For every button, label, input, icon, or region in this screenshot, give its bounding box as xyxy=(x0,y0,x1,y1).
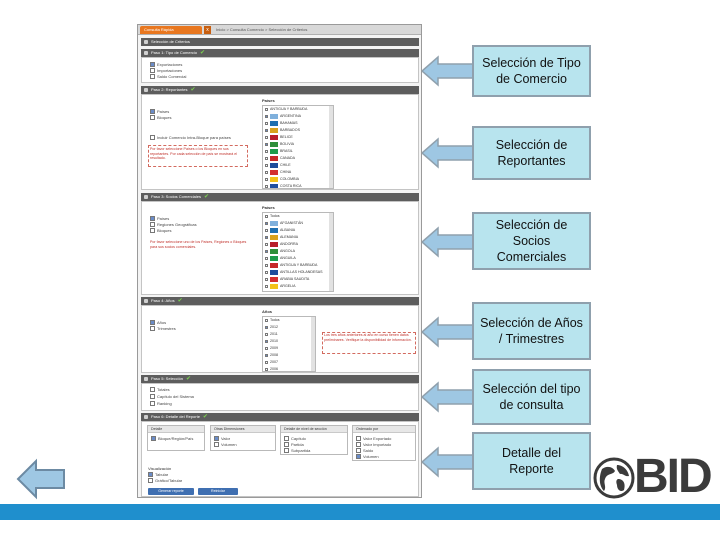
checkbox[interactable] xyxy=(265,264,268,267)
flag-icon xyxy=(270,184,278,189)
scrollbar[interactable] xyxy=(311,317,315,371)
list-item-label: ALEMANIA xyxy=(280,235,299,239)
checkbox[interactable] xyxy=(265,185,268,188)
list-item-label: ANTIGUA Y BARBUDA xyxy=(270,107,308,111)
list-item[interactable] xyxy=(263,120,333,127)
bottom-bar xyxy=(0,504,720,520)
close-icon[interactable]: x xyxy=(204,26,211,34)
list-item[interactable] xyxy=(263,106,333,113)
callout-trade-type: Selección de Tipo de Comercio xyxy=(472,45,591,97)
breadcrumb: Inicio > Consulta Comercio > Selección de Criterios xyxy=(216,27,308,32)
flag-icon xyxy=(270,170,278,175)
callout-reporters: Selección de Reportantes xyxy=(472,126,591,180)
option-countries[interactable]: Países xyxy=(150,109,169,114)
list-item[interactable] xyxy=(263,234,333,241)
checkbox[interactable] xyxy=(265,150,268,153)
list-item-label: COSTA RICA xyxy=(280,184,302,188)
flag-icon xyxy=(270,114,278,119)
step5-panel xyxy=(141,383,419,411)
option-years[interactable]: Años xyxy=(150,320,166,325)
list-item[interactable] xyxy=(263,134,333,141)
checkbox[interactable] xyxy=(265,340,268,343)
list-item-label: ALBANIA xyxy=(280,228,296,232)
flag-icon xyxy=(270,121,278,126)
checkbox[interactable] xyxy=(265,143,268,146)
list-item-label: COLOMBIA xyxy=(280,177,299,181)
tab-quick-query[interactable]: Consulta Rápida xyxy=(140,26,202,34)
checkbox[interactable] xyxy=(265,243,268,246)
list-item[interactable] xyxy=(263,345,315,352)
flag-icon xyxy=(270,235,278,240)
list-item[interactable] xyxy=(263,331,315,338)
checkbox[interactable] xyxy=(265,178,268,181)
checkbox[interactable] xyxy=(265,354,268,357)
list-item-label: BELICE xyxy=(280,135,293,139)
collapse-icon[interactable] xyxy=(144,415,148,419)
step3-panel xyxy=(141,201,419,295)
list-item-label: 2010 xyxy=(270,339,278,343)
left-arrow-icon xyxy=(422,316,474,348)
dimensions-head: Otras Dimensiones xyxy=(211,426,275,433)
order-head: Ordenado por xyxy=(353,426,415,433)
checkbox[interactable] xyxy=(265,347,268,350)
option-exports[interactable]: Exportaciones xyxy=(150,62,182,67)
list-item[interactable] xyxy=(263,262,333,269)
list-item[interactable] xyxy=(263,338,315,345)
list-item[interactable] xyxy=(263,324,315,331)
left-arrow-icon xyxy=(422,381,474,413)
reset-button[interactable]: Reiniciar xyxy=(198,488,238,495)
checkbox[interactable] xyxy=(265,136,268,139)
check-icon: ✔ xyxy=(202,414,208,420)
visualize-label: Visualización xyxy=(148,466,172,471)
reporter-list-head: Países xyxy=(262,98,275,103)
checkbox[interactable] xyxy=(265,326,268,329)
reporter-warning: Por favor seleccione Países o los Bloques en sus reportantes. Por cada selección de país se mostrará el resultado. xyxy=(150,147,238,161)
order-volume[interactable]: Volumen xyxy=(356,454,379,459)
check-icon: ✔ xyxy=(186,376,192,382)
list-item[interactable] xyxy=(263,169,333,176)
flag-icon xyxy=(270,270,278,275)
step3-title: Paso 3: Socios Comerciales xyxy=(151,194,202,199)
back-arrow-button[interactable] xyxy=(16,458,66,500)
option-chapter[interactable]: Capítulo del Sistema xyxy=(150,394,194,399)
criteria-header xyxy=(141,38,419,46)
checkbox[interactable] xyxy=(265,229,268,232)
option-regions[interactable]: Regiones Geográficas xyxy=(150,222,197,227)
option-totals[interactable]: Totales xyxy=(150,387,170,392)
list-item-label: 2007 xyxy=(270,360,278,364)
step6-title: Paso 6: Detalle del Reporte xyxy=(151,414,200,419)
step4-header[interactable] xyxy=(141,297,419,305)
list-item-label: ANGOLA xyxy=(280,249,295,253)
bid-logo: BID xyxy=(634,450,711,503)
list-item-label: BAHAMAS xyxy=(280,121,298,125)
list-item-label: 2009 xyxy=(270,346,278,350)
list-item-label: 2006 xyxy=(270,367,278,371)
option-blocks[interactable]: Bloques xyxy=(150,115,171,120)
list-item-label: CANADA xyxy=(280,156,295,160)
visualize-chart[interactable]: Gráfico/Tabular xyxy=(148,478,182,483)
left-arrow-icon xyxy=(422,55,474,87)
level-heading[interactable]: Partida xyxy=(284,442,304,447)
step5-header[interactable] xyxy=(141,375,419,383)
list-item-label: BRASIL xyxy=(280,149,293,153)
checkbox[interactable] xyxy=(265,333,268,336)
checkbox[interactable] xyxy=(265,122,268,125)
list-item-label: 2012 xyxy=(270,325,278,329)
list-item-label: ANGUILA xyxy=(280,256,296,260)
checkbox[interactable] xyxy=(265,319,268,322)
reporter-list[interactable] xyxy=(262,105,334,189)
dimension-value[interactable]: Valor xyxy=(214,436,230,441)
callout-years: Selección de Años / Trimestres xyxy=(472,302,591,360)
section-level-box xyxy=(280,425,348,455)
list-item-label: BOLIVIA xyxy=(280,142,294,146)
flag-icon xyxy=(270,163,278,168)
dimension-volume[interactable]: Volumen xyxy=(214,442,237,447)
list-item-label: CHINA xyxy=(280,170,292,174)
flag-icon xyxy=(270,149,278,154)
checkbox[interactable] xyxy=(265,222,268,225)
list-item[interactable] xyxy=(263,176,333,183)
list-item[interactable] xyxy=(263,283,333,290)
order-balance[interactable]: Saldo xyxy=(356,448,373,453)
tab-bar xyxy=(138,25,421,35)
list-item-label: ARGELIA xyxy=(280,284,296,288)
list-item[interactable] xyxy=(263,148,333,155)
collapse-icon[interactable] xyxy=(144,88,148,92)
callout-partners: Selección de Socios Comerciales xyxy=(472,212,591,270)
collapse-icon[interactable] xyxy=(144,377,148,381)
dimensions-box xyxy=(210,425,276,451)
checkbox[interactable] xyxy=(265,215,268,218)
order-imports[interactable]: Valor Importado xyxy=(356,442,391,447)
section-level-head: Detalle de nivel de sección xyxy=(281,426,347,433)
checkbox[interactable] xyxy=(265,250,268,253)
flag-icon xyxy=(270,277,278,282)
left-arrow-icon xyxy=(422,137,474,169)
partner-list-head: Países xyxy=(262,205,275,210)
flag-icon xyxy=(270,256,278,261)
callout-query-type: Selección del tipo de consulta xyxy=(472,369,591,425)
list-item[interactable] xyxy=(263,141,333,148)
list-item[interactable] xyxy=(263,113,333,120)
detail-option[interactable]: Bloque/Región/País xyxy=(151,436,193,441)
list-item-label: ARGENTINA xyxy=(280,114,301,118)
checkbox[interactable] xyxy=(265,361,268,364)
step4-panel xyxy=(141,305,419,373)
left-arrow-icon xyxy=(422,226,474,258)
checkbox[interactable] xyxy=(265,368,268,371)
option-quarters[interactable]: Trimestres xyxy=(150,326,176,331)
flag-icon xyxy=(270,177,278,182)
list-item-label: ANTILLAS HOLANDESAS xyxy=(280,270,323,274)
check-icon: ✔ xyxy=(177,298,183,304)
check-icon: ✔ xyxy=(190,87,196,93)
list-item[interactable] xyxy=(263,359,315,366)
list-item-label: AFGANISTÁN xyxy=(280,221,303,225)
years-list[interactable] xyxy=(262,316,316,372)
list-item[interactable] xyxy=(263,269,333,276)
checkbox[interactable] xyxy=(265,285,268,288)
flag-icon xyxy=(270,263,278,268)
list-item-label: ANDORRA xyxy=(280,242,298,246)
check-icon: ✔ xyxy=(204,194,210,200)
detail-head: Detalle xyxy=(148,426,204,433)
checkbox[interactable] xyxy=(265,257,268,260)
step1-panel xyxy=(141,57,419,83)
collapse-icon[interactable] xyxy=(144,195,148,199)
step1-header[interactable] xyxy=(141,49,419,57)
collapse-icon[interactable] xyxy=(144,51,148,55)
list-item[interactable] xyxy=(263,352,315,359)
step6-panel xyxy=(141,421,419,497)
callout-report-detail: Detalle del Reporte xyxy=(472,432,591,490)
checkbox[interactable] xyxy=(265,115,268,118)
globe-icon xyxy=(593,457,635,499)
step2-panel xyxy=(141,94,419,190)
partner-list[interactable] xyxy=(262,212,334,292)
query-screenshot xyxy=(137,24,422,498)
checkbox[interactable] xyxy=(265,236,268,239)
list-item[interactable] xyxy=(263,127,333,134)
flag-icon xyxy=(270,249,278,254)
order-box xyxy=(352,425,416,461)
flag-icon xyxy=(270,142,278,147)
order-exports[interactable]: Valor Exportado xyxy=(356,436,391,441)
checkbox[interactable] xyxy=(265,164,268,167)
check-icon: ✔ xyxy=(200,50,206,56)
list-item[interactable] xyxy=(263,366,315,372)
scrollbar[interactable] xyxy=(329,106,333,188)
flag-icon xyxy=(270,228,278,233)
list-item[interactable] xyxy=(263,255,333,262)
step5-title: Paso 5: Selección xyxy=(151,376,184,381)
left-arrow-icon xyxy=(18,461,64,497)
list-item-label: BARBADOS xyxy=(280,128,300,132)
list-item[interactable] xyxy=(263,248,333,255)
detail-box xyxy=(147,425,205,451)
flag-icon xyxy=(270,135,278,140)
list-item-label: 2011 xyxy=(270,332,278,336)
collapse-icon[interactable] xyxy=(144,299,148,303)
list-item-label: 2008 xyxy=(270,353,278,357)
checkbox[interactable] xyxy=(265,129,268,132)
criteria-title: Selección de Criterios xyxy=(151,39,190,44)
option-imports[interactable]: Importaciones xyxy=(150,68,182,73)
flag-icon xyxy=(270,242,278,247)
visualize-tabular[interactable]: Tabular xyxy=(148,472,168,477)
step6-header[interactable] xyxy=(141,413,419,421)
list-item-label: ANTIGUA Y BARBUDA xyxy=(280,263,318,267)
years-warning: Los tres años anteriores al año en curso tienen datos preliminares. Verifique la disponibilidad de información. xyxy=(324,333,412,342)
partner-warning: Por favor seleccione uno de los Países, Regiones o Bloques para sus socios comerciales. xyxy=(150,240,247,249)
option-partner-blocks[interactable]: Bloques xyxy=(150,228,171,233)
flag-icon xyxy=(270,221,278,226)
checkbox[interactable] xyxy=(265,278,268,281)
list-item-label: Todos xyxy=(270,214,280,218)
step4-title: Paso 4: Años xyxy=(151,298,175,303)
years-list-head: Años xyxy=(262,309,272,314)
checkbox[interactable] xyxy=(265,157,268,160)
option-ranking[interactable]: Ranking xyxy=(150,401,172,406)
level-subheading[interactable]: Subpartida xyxy=(284,448,310,453)
option-balance[interactable]: Saldo Comercial xyxy=(150,74,186,79)
step3-header[interactable] xyxy=(141,193,419,201)
list-item-label: ARABIA SAUDITA xyxy=(280,277,310,281)
left-arrow-icon xyxy=(422,446,474,478)
list-item-label: Todos xyxy=(270,318,280,322)
list-item[interactable] xyxy=(263,227,333,234)
flag-icon xyxy=(270,156,278,161)
flag-icon xyxy=(270,128,278,133)
flag-icon xyxy=(270,284,278,289)
list-item[interactable] xyxy=(263,183,333,189)
list-item[interactable] xyxy=(263,241,333,248)
list-item[interactable] xyxy=(263,220,333,227)
step2-title: Paso 2: Reportantes xyxy=(151,87,188,92)
step1-title: Paso 1: Tipo de Comercio xyxy=(151,50,198,55)
scrollbar[interactable] xyxy=(329,213,333,291)
list-item[interactable] xyxy=(263,317,315,324)
list-item[interactable] xyxy=(263,162,333,169)
list-item[interactable] xyxy=(263,155,333,162)
generate-report-button[interactable]: Generar reporte xyxy=(148,488,194,495)
list-item-label: CHILE xyxy=(280,163,291,167)
list-item[interactable] xyxy=(263,276,333,283)
section-icon xyxy=(144,40,148,44)
step2-header[interactable] xyxy=(141,86,419,94)
checkbox[interactable] xyxy=(265,171,268,174)
checkbox[interactable] xyxy=(265,271,268,274)
level-chapter[interactable]: Capítulo xyxy=(284,436,306,441)
list-item[interactable] xyxy=(263,213,333,220)
option-partner-countries[interactable]: Países xyxy=(150,216,169,221)
checkbox[interactable] xyxy=(265,108,268,111)
option-intra-block[interactable]: Incluir Comercio Intra-Bloque para países xyxy=(150,135,231,140)
